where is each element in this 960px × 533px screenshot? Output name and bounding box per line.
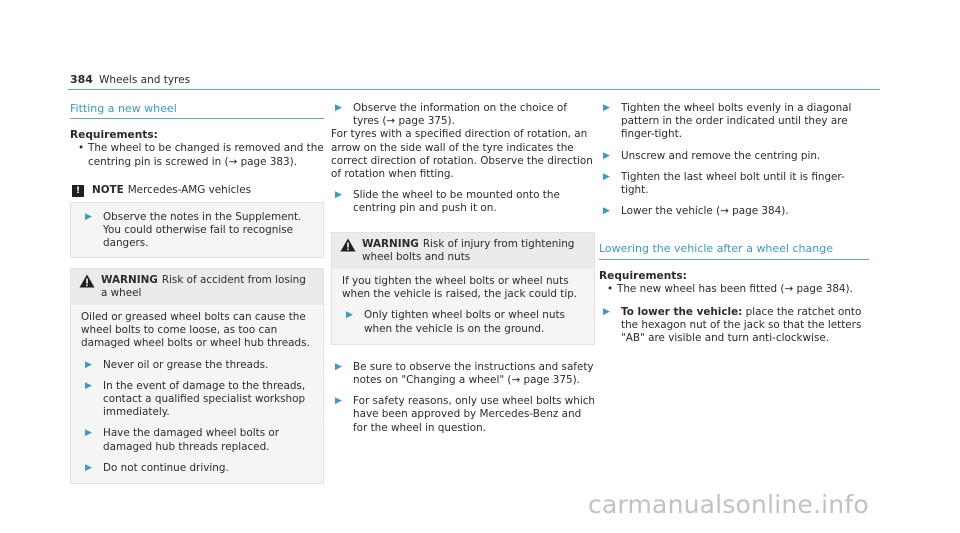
- warning-step: [342, 309, 584, 335]
- warning-step: [81, 359, 313, 372]
- warning-box: [331, 232, 595, 345]
- warning-step-text: Never oil or grease the threads.: [103, 358, 269, 371]
- warning-box: [70, 268, 324, 484]
- instruction-step: [331, 102, 595, 128]
- step-arrow-icon: ▶: [335, 361, 342, 372]
- requirement-text: The new wheel has been fitted (→ page 384).: [617, 282, 853, 295]
- note-title: Mercedes-AMG vehicles: [127, 183, 251, 196]
- warning-body-text: If you tighten the wheel bolts or wheel nuts when the vehicle is raised, the jack could tip.: [342, 275, 578, 301]
- step-arrow-icon: ▶: [603, 150, 610, 161]
- requirements-heading: Requirements:: [599, 269, 687, 282]
- step-text: Lower the vehicle (→ page 384).: [621, 205, 789, 218]
- step-text: For safety reasons, only use wheel bolts which have been approved by Mercedes-Benz and for the wheel in question.: [353, 395, 596, 434]
- step-text: Be sure to observe the instructions and safety notes on "Changing a wheel" (→ page 375).: [353, 360, 594, 387]
- step-arrow-icon: ▶: [603, 171, 610, 182]
- section-title-fitting: Fitting a new wheel: [70, 102, 324, 119]
- warning-title: Risk of injury from tightening wheel bolts and nuts: [362, 237, 575, 263]
- step-arrow-icon: ▶: [603, 206, 610, 217]
- warning-body: [71, 305, 323, 483]
- step-text: Tighten the last wheel bolt until it is finger-tight.: [621, 170, 845, 197]
- warning-header: [71, 269, 323, 305]
- warning-title: Risk of accident from losing a wheel: [101, 273, 306, 299]
- step-text: [621, 306, 869, 346]
- warning-step: [81, 427, 313, 453]
- step-text: Unscrew and remove the centring pin.: [621, 149, 821, 162]
- bullet-icon: •: [607, 282, 614, 295]
- warning-triangle-icon: [340, 238, 356, 252]
- step-arrow-icon: ▶: [85, 428, 92, 439]
- note-exclamation-icon: !: [72, 185, 84, 197]
- bullet-icon: •: [78, 142, 85, 155]
- header-divider: [68, 89, 880, 90]
- instruction-step: [331, 395, 595, 435]
- column-1: [70, 102, 324, 484]
- warning-body-text: Oiled or greased wheel bolts can cause the wheel bolts to come loose, as too can damaged wheel bolts or wheel hub threads.: [81, 311, 310, 350]
- instruction-step: [599, 102, 869, 142]
- instruction-step: [599, 171, 869, 197]
- page-header: [70, 73, 190, 87]
- requirement-item: [70, 142, 324, 168]
- column-3: [599, 102, 869, 346]
- watermark: carmanualsonline.info: [588, 490, 869, 519]
- step-arrow-icon: ▶: [603, 103, 610, 113]
- step-arrow-icon: ▶: [85, 212, 92, 223]
- rotation-paragraph: For tyres with a specified direction of rotation, an arrow on the side wall of the tyre indicates the correct direction of rotation. Observe the direction of rotation when fitting.: [331, 128, 593, 181]
- instruction-step: [599, 150, 869, 163]
- requirements-heading: Requirements:: [70, 129, 158, 142]
- step-arrow-icon: ▶: [85, 380, 92, 391]
- warning-step-text: Have the damaged wheel bolts or damaged hub threads replaced.: [103, 427, 280, 453]
- note-step-text: Observe the notes in the Supplement. You could otherwise fail to recognise dangers.: [103, 211, 302, 250]
- note-header: [70, 179, 324, 202]
- note-body: [70, 202, 324, 258]
- page-number: 384: [70, 73, 93, 86]
- instruction-step: [331, 189, 595, 215]
- step-text: Tighten the wheel bolts evenly in a diagonal pattern in the order indicated until they are finger-tight.: [621, 102, 852, 141]
- warning-triangle-icon: [79, 274, 95, 288]
- instruction-step: [599, 205, 869, 218]
- step-arrow-icon: ▶: [335, 103, 342, 113]
- section-title-lowering: Lowering the vehicle after a wheel change: [599, 242, 869, 259]
- step-arrow-icon: ▶: [85, 359, 92, 370]
- warning-step-text: In the event of damage to the threads, contact a qualified specialist workshop immediately.: [103, 379, 306, 419]
- requirement-text: The wheel to be changed is removed and the centring pin is screwed in (→ page 383).: [88, 142, 324, 168]
- warning-step-text: Do not continue driving.: [103, 461, 229, 474]
- warning-step: [81, 462, 313, 475]
- step-arrow-icon: ▶: [346, 310, 353, 321]
- step-arrow-icon: ▶: [335, 190, 342, 201]
- step-text-rest: place the ratchet onto the hexagon nut of the jack so that the letters "AB" are visible and turn anti-clockwise.: [621, 306, 862, 345]
- step-text: Observe the information on the choice of tyres (→ page 375).: [353, 102, 567, 128]
- note-box: [70, 179, 324, 258]
- warning-label: WARNING: [362, 237, 419, 250]
- warning-header: [332, 233, 594, 269]
- warning-label: WARNING: [101, 273, 158, 286]
- step-bold-label: To lower the vehicle:: [621, 306, 743, 319]
- warning-step: [81, 380, 313, 420]
- warning-body: [332, 269, 594, 344]
- note-step: [81, 211, 313, 251]
- step-text: Slide the wheel to be mounted onto the centring pin and push it on.: [353, 189, 560, 215]
- step-arrow-icon: ▶: [335, 396, 342, 407]
- requirement-item: [599, 283, 869, 296]
- step-arrow-icon: ▶: [603, 307, 610, 318]
- note-label: NOTE: [92, 183, 124, 196]
- step-arrow-icon: ▶: [85, 462, 92, 473]
- instruction-step: [599, 306, 869, 346]
- header-section-title: Wheels and tyres: [98, 74, 191, 86]
- instruction-step: [331, 361, 595, 387]
- column-2: [331, 102, 595, 435]
- warning-step-text: Only tighten wheel bolts or wheel nuts when the vehicle is on the ground.: [364, 309, 565, 335]
